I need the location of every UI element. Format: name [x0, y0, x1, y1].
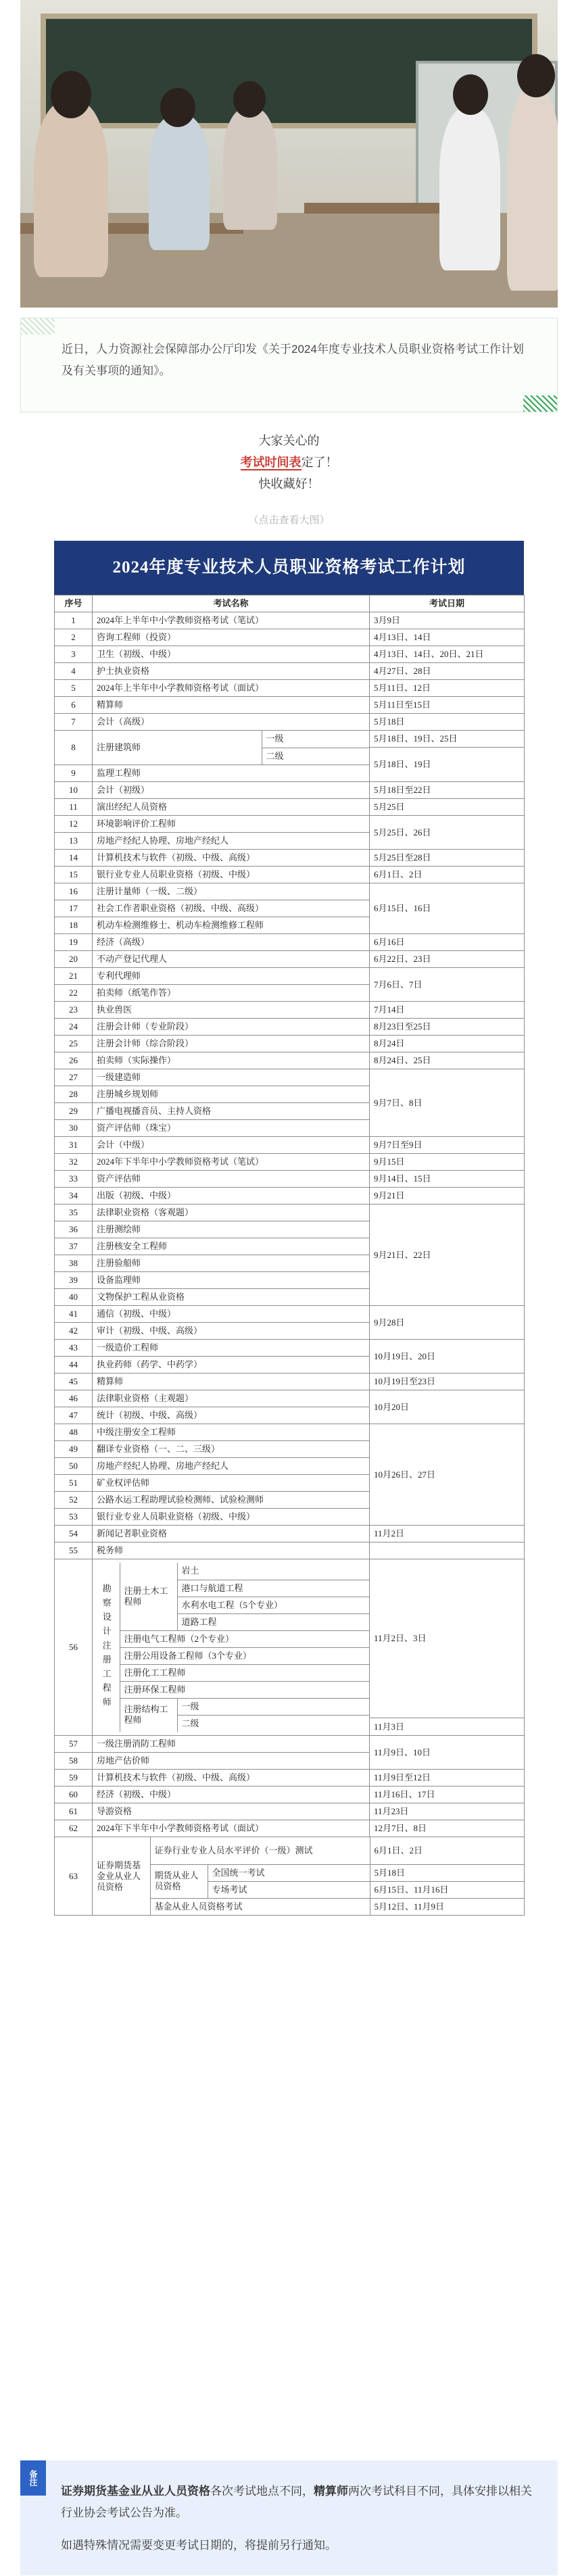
cell-no: 38 — [55, 1255, 93, 1272]
cell-no: 57 — [55, 1736, 93, 1753]
cell-name: 2024年下半年中小学教师资格考试（面试） — [93, 1820, 370, 1837]
cell-date: 6月1日、2日 — [370, 867, 525, 883]
cell-date: 4月13日、14日、20日、21日 — [370, 646, 525, 663]
cell-no: 9 — [55, 765, 93, 782]
remarks-span-1: 各次考试地点不同， — [210, 2485, 314, 2498]
cell-date: 7月14日 — [370, 1002, 525, 1019]
cell-no: 37 — [55, 1238, 93, 1255]
cell-no: 3 — [55, 646, 93, 663]
cell-name: 不动产登记代理人 — [93, 951, 370, 968]
remarks-span-2: 两次考试科目不同，具体安排以相关行业协会考试公告为准。 — [61, 2485, 532, 2519]
cell-name: 注册核安全工程师 — [93, 1238, 370, 1255]
table-row — [55, 1803, 525, 1820]
remarks-box — [20, 2460, 558, 2575]
cell-no: 50 — [55, 1458, 93, 1475]
cell-no: 23 — [55, 1002, 93, 1019]
cell-name: 2024年上半年中小学教师资格考试（面试） — [93, 680, 370, 697]
cell-no: 39 — [55, 1272, 93, 1289]
intro-box — [20, 318, 558, 412]
cell-name: 监理工程师 — [93, 765, 370, 782]
table-row — [55, 1424, 525, 1441]
cell-name-group — [93, 1559, 370, 1736]
cell-name: 房地产经纪人协理、房地产经纪人 — [93, 1458, 370, 1475]
cell-no: 43 — [55, 1340, 93, 1357]
table-row — [55, 1137, 525, 1154]
table-row — [55, 1171, 525, 1188]
cell-no: 36 — [55, 1221, 93, 1238]
cell-no: 13 — [55, 833, 93, 850]
cell-name: 演出经纪人员资格 — [93, 799, 370, 816]
cell-date: 5月12日、11月9日 — [374, 1901, 445, 1912]
cell-name: 拍卖师（纸笔作答） — [93, 985, 370, 1002]
cell-date: 8月24日、25日 — [370, 1052, 525, 1069]
cell-sub: 全国统一考试 — [208, 1864, 370, 1881]
cell-name: 法律职业资格（主观题） — [93, 1390, 370, 1407]
cell-name: 设备监理师 — [93, 1272, 370, 1289]
cell-no: 27 — [55, 1069, 93, 1086]
cell-no: 32 — [55, 1154, 93, 1171]
cell-name: 中级注册安全工程师 — [93, 1424, 370, 1441]
cell-name: 一级注册消防工程师 — [93, 1736, 370, 1753]
cell-date: 12月7日、8日 — [370, 1820, 525, 1837]
cell-no: 42 — [55, 1323, 93, 1340]
cell-date: 6月1日、2日 — [370, 1837, 524, 1864]
cell-date: 9月14日、15日 — [370, 1171, 525, 1188]
cell-no: 15 — [55, 867, 93, 883]
cell-date: 6月16日 — [370, 934, 525, 951]
cell-date: 4月27日、28日 — [370, 663, 525, 680]
corner-decoration — [523, 395, 557, 412]
student — [149, 115, 210, 250]
student — [34, 101, 108, 277]
cell-no: 41 — [55, 1306, 93, 1323]
cell-date: 6月15日、11月16日 — [370, 1881, 524, 1898]
cell-no: 34 — [55, 1188, 93, 1205]
table-row — [55, 731, 525, 748]
cell-name: 银行业专业人员职业资格（初级、中级） — [93, 1509, 370, 1526]
cell-name: 税务师 — [93, 1542, 370, 1559]
cell-no: 48 — [55, 1424, 93, 1441]
header-date: 考试日期 — [370, 596, 525, 612]
cell-name: 导游资格 — [93, 1803, 370, 1820]
cell-no: 61 — [55, 1803, 93, 1820]
cell-date: 11月9日至12日 — [370, 1770, 525, 1787]
cell-no: 33 — [55, 1171, 93, 1188]
table-row — [55, 1306, 525, 1323]
cell-name: 经济（高级） — [93, 934, 370, 951]
table-row — [55, 1205, 525, 1221]
cell-no: 28 — [55, 1086, 93, 1103]
table-row — [55, 1069, 525, 1086]
cell-date: 5月25日、26日 — [370, 816, 525, 850]
cell-name: 会计（高级） — [93, 714, 370, 731]
cell-no: 44 — [55, 1357, 93, 1374]
cell-sub: 专场考试 — [208, 1881, 370, 1898]
table-row — [55, 1820, 525, 1837]
cell-sub: 证券行业专业人员水平评价（一级）测试 — [150, 1837, 370, 1864]
cell-sub: 岩土 — [177, 1563, 369, 1580]
cell-name: 房地产经纪人协理、房地产经纪人 — [93, 833, 370, 850]
table-row — [55, 1019, 525, 1036]
cell-name: 计算机技术与软件（初级、中级、高级） — [93, 850, 370, 867]
cell-no: 12 — [55, 816, 93, 833]
cell-date: 11月16日、17日 — [370, 1787, 525, 1803]
cell-name: 一级建造师 — [93, 1069, 370, 1086]
cell-no: 35 — [55, 1205, 93, 1221]
cell-no: 56 — [55, 1559, 93, 1736]
cell-no: 8 — [55, 731, 93, 765]
table-row — [55, 1002, 525, 1019]
cell-no: 46 — [55, 1390, 93, 1407]
student-head — [51, 71, 91, 118]
cell-date: 10月26日、27日 — [370, 1424, 525, 1526]
table-row — [55, 612, 525, 629]
cell-no: 58 — [55, 1753, 93, 1770]
cell-no: 24 — [55, 1019, 93, 1036]
cell-name: 精算师 — [93, 1374, 370, 1390]
cell-no: 40 — [55, 1289, 93, 1306]
cell-name: 2024年上半年中小学教师资格考试（笔试） — [93, 612, 370, 629]
cell-name: 通信（初级、中级） — [93, 1306, 370, 1323]
cell-date: 5月11日至15日 — [370, 697, 525, 714]
schedule-table[interactable] — [54, 541, 524, 1916]
table-row — [55, 1770, 525, 1787]
cell-no: 19 — [55, 934, 93, 951]
schedule-highlight: 考试时间表 — [240, 456, 302, 469]
cell-no: 26 — [55, 1052, 93, 1069]
cell-name: 环境影响评价工程师 — [93, 816, 370, 833]
table-row — [55, 680, 525, 697]
cell-name: 注册会计师（综合阶段） — [93, 1036, 370, 1052]
cell-name: 注册测绘师 — [93, 1221, 370, 1238]
cell-name: 注册城乡规划师 — [93, 1086, 370, 1103]
cell-sub: 注册电气工程师（2个专业） — [120, 1630, 369, 1647]
cell-date: 8月24日 — [370, 1036, 525, 1052]
table-row — [55, 1154, 525, 1171]
student-head — [453, 74, 488, 115]
cell-no: 6 — [55, 697, 93, 714]
cell-sub: 一级 — [177, 1698, 369, 1715]
cell-name: 资产评估师 — [93, 1171, 370, 1188]
cell-no: 22 — [55, 985, 93, 1002]
cell-no: 53 — [55, 1509, 93, 1526]
cell-sub-1: 一级 — [262, 731, 369, 748]
cell-no: 31 — [55, 1137, 93, 1154]
cell-name: 广播电视播音员、主持人资格 — [93, 1103, 370, 1120]
table-row — [55, 816, 525, 833]
cell-name: 护士执业资格 — [93, 663, 370, 680]
cell-no: 18 — [55, 917, 93, 934]
cell-date: 10月19日、20日 — [370, 1340, 525, 1374]
table-row — [55, 697, 525, 714]
cell-name: 会计（中级） — [93, 1137, 370, 1154]
table-row — [55, 1052, 525, 1069]
cell-name: 公路水运工程助理试验检测师、试验检测师 — [93, 1492, 370, 1509]
student — [223, 108, 277, 230]
cell-date-last: 11月3日 — [370, 1718, 524, 1735]
cell-sub: 基金从业人员资格考试 — [150, 1898, 370, 1915]
table-row — [55, 1736, 525, 1753]
cell-date: 10月20日 — [370, 1390, 525, 1424]
cell-no: 11 — [55, 799, 93, 816]
intro-text: 近日，人力资源社会保障部办公厅印发《关于2024年度专业技术人员职业资格考试工作计划及有关事项的通知》。 — [62, 343, 524, 377]
cell-date: 9月21日 — [370, 1188, 525, 1205]
cell-no: 51 — [55, 1475, 93, 1492]
table-row — [55, 1374, 525, 1390]
student — [439, 108, 500, 270]
cell-date — [370, 1542, 525, 1559]
cell-date: 8月23日至25日 — [370, 1019, 525, 1036]
cell-date: 5月18日、19日、25日 — [370, 731, 525, 748]
cell-group-structural: 注册结构工程师 — [120, 1698, 177, 1732]
desk — [304, 203, 460, 214]
cell-date: 3月9日 — [370, 612, 525, 629]
cell-no: 54 — [55, 1526, 93, 1542]
cell-name: 银行业专业人员职业资格（初级、中级） — [93, 867, 370, 883]
cell-date: 9月28日 — [370, 1306, 525, 1340]
enlarge-hint: （点击查看大图） — [248, 514, 330, 526]
cell-name — [93, 731, 370, 765]
table-row — [55, 1542, 525, 1559]
cell-no: 25 — [55, 1036, 93, 1052]
table-row — [55, 951, 525, 968]
cell-name: 机动车检测维修士、机动车检测维修工程师 — [93, 917, 370, 934]
table-row — [55, 1340, 525, 1357]
cell-date: 9月21日、22日 — [370, 1205, 525, 1306]
remarks-bold-1: 证券期货基金业从业人员资格 — [61, 2485, 210, 2498]
cell-date: 9月7日至9日 — [370, 1137, 525, 1154]
cell-no: 14 — [55, 850, 93, 867]
student — [507, 88, 558, 291]
cell-name: 精算师 — [93, 697, 370, 714]
table-row — [55, 867, 525, 883]
cell-date: 5月18日、19日 — [370, 748, 525, 782]
cell-name: 翻译专业资格（一、二、三级） — [93, 1441, 370, 1458]
cell-name: 注册计量师（一级、二级） — [93, 883, 370, 900]
table-row — [55, 629, 525, 646]
cell-name: 会计（初级） — [93, 782, 370, 799]
cell-date-split — [370, 1559, 525, 1736]
corner-decoration — [21, 318, 55, 335]
remarks-text-2: 如遇特殊情况需要变更考试日期的，将提前另行通知。 — [61, 2539, 337, 2552]
cell-name: 审计（初级、中级、高级） — [93, 1323, 370, 1340]
cell-no: 4 — [55, 663, 93, 680]
cell-date: 5月25日 — [370, 799, 525, 816]
cell-date: 11月9日、10日 — [370, 1736, 525, 1770]
header-no: 序号 — [55, 596, 93, 612]
cell-sub: 二级 — [181, 1718, 199, 1728]
table-row — [55, 934, 525, 951]
cell-date: 7月6日、7日 — [370, 968, 525, 1002]
cell-name: 卫生（初级、中级） — [93, 646, 370, 663]
cell-no: 59 — [55, 1770, 93, 1787]
cell-no: 21 — [55, 968, 93, 985]
student-head — [233, 81, 266, 118]
cell-no: 5 — [55, 680, 93, 697]
cell-name: 咨询工程师（投资） — [93, 629, 370, 646]
cell-no: 62 — [55, 1820, 93, 1837]
cell-name: 2024年下半年中小学教师资格考试（笔试） — [93, 1154, 370, 1171]
cell-date: 5月11日、12日 — [370, 680, 525, 697]
cell-name: 经济（初级、中级） — [93, 1787, 370, 1803]
table-row — [55, 1559, 525, 1736]
cell-no: 7 — [55, 714, 93, 731]
cell-date: 9月7日、8日 — [370, 1069, 525, 1137]
remarks-bold-2: 精算师 — [314, 2485, 348, 2498]
table-row — [55, 799, 525, 816]
cell-date: 4月13日、14日 — [370, 629, 525, 646]
remarks-text-1 — [61, 2481, 537, 2524]
cell-sub: 注册环保工程师 — [120, 1681, 369, 1698]
cell-name: 社会工作者职业资格（初级、中级、高级） — [93, 900, 370, 917]
table-row — [55, 714, 525, 731]
cell-date: 6月22日、23日 — [370, 951, 525, 968]
cell-name: 执业兽医 — [93, 1002, 370, 1019]
cell-name: 房地产估价师 — [93, 1753, 370, 1770]
care-line-1: 大家关心的 — [258, 434, 320, 447]
cell-no: 52 — [55, 1492, 93, 1509]
care-line-2-rest: 定了！ — [301, 456, 338, 469]
table-row — [55, 782, 525, 799]
cell-name: 注册验船师 — [93, 1255, 370, 1272]
header-name: 考试名称 — [93, 596, 370, 612]
cell-name: 出版（初级、中级） — [93, 1188, 370, 1205]
cell-name: 新闻记者职业资格 — [93, 1526, 370, 1542]
cell-name: 统计（初级、中级、高级） — [93, 1407, 370, 1424]
cell-no: 2 — [55, 629, 93, 646]
table-row — [55, 850, 525, 867]
cell-no: 30 — [55, 1120, 93, 1137]
cell-date: 5月18日至22日 — [370, 782, 525, 799]
table-row — [55, 1390, 525, 1407]
remarks-tag: 备注 — [20, 2460, 46, 2496]
cell-name: 执业药师（药学、中药学） — [93, 1357, 370, 1374]
cell-name: 法律职业资格（客观题） — [93, 1205, 370, 1221]
cell-name: 专利代理师 — [93, 968, 370, 985]
table-row — [55, 968, 525, 985]
cell-date: 11月2日 — [370, 1526, 525, 1542]
cell-group-securities: 证券期货基金业从业人员资格 — [93, 1837, 150, 1915]
cell-date: 6月15日、16日 — [370, 883, 525, 934]
cell-date: 5月25日至28日 — [370, 850, 525, 867]
cell-name: 文物保护工程从业资格 — [93, 1289, 370, 1306]
hero-image — [20, 0, 558, 308]
cell-no: 49 — [55, 1441, 93, 1458]
table-row — [55, 1036, 525, 1052]
table-row — [55, 1837, 525, 1916]
cell-sub-2: 二级 — [266, 750, 284, 761]
cell-no: 10 — [55, 782, 93, 799]
table-title: 2024年度专业技术人员职业资格考试工作计划 — [54, 541, 524, 595]
table-row — [55, 883, 525, 900]
cell-no: 63 — [55, 1837, 93, 1916]
cell-sub: 注册化工工程师 — [120, 1664, 369, 1681]
cell-no: 47 — [55, 1407, 93, 1424]
cell-name: 注册会计师（专业阶段） — [93, 1019, 370, 1036]
table-row — [55, 1188, 525, 1205]
cell-sub: 港口与航道工程 — [177, 1580, 369, 1597]
schedule-grid — [54, 595, 525, 1916]
cell-date: 5月18日 — [370, 1864, 524, 1881]
care-line-2 — [0, 453, 578, 470]
cell-no: 60 — [55, 1787, 93, 1803]
table-row — [55, 1787, 525, 1803]
cell-name: 计算机技术与软件（初级、中级、高级） — [93, 1770, 370, 1787]
cell-date: 5月18日 — [370, 714, 525, 731]
cell-name: 矿业权评估师 — [93, 1475, 370, 1492]
cell-no: 16 — [55, 883, 93, 900]
cell-date: 10月19日至23日 — [370, 1374, 525, 1390]
table-row — [55, 1526, 525, 1542]
cell-no: 17 — [55, 900, 93, 917]
table-row — [55, 646, 525, 663]
cell-date: 9月15日 — [370, 1154, 525, 1171]
cell-name: 资产评估师（珠宝） — [93, 1120, 370, 1137]
cell-group-futures: 期货从业人员资格 — [150, 1864, 208, 1898]
cell-name: 拍卖师（实际操作） — [93, 1052, 370, 1069]
cell-no: 45 — [55, 1374, 93, 1390]
cell-name-group — [93, 1837, 525, 1916]
care-line-3: 快收藏好！ — [258, 477, 320, 491]
table-row — [55, 663, 525, 680]
cell-vertical-label: 勘察设计注册工程师 — [93, 1563, 120, 1732]
cell-date-main: 11月2日、3日 — [374, 1633, 427, 1643]
student-head — [160, 88, 195, 127]
cell-sub: 注册公用设备工程师（3个专业） — [120, 1647, 369, 1664]
cell-name: 一级造价工程师 — [93, 1340, 370, 1357]
cell-name-main: 注册建筑师 — [93, 731, 262, 764]
table-body — [55, 612, 525, 1916]
student-head — [517, 54, 555, 97]
cell-no: 55 — [55, 1542, 93, 1559]
cell-sub: 道路工程 — [177, 1613, 369, 1630]
cell-no: 29 — [55, 1103, 93, 1120]
cell-sub: 水利水电工程（5个专业） — [177, 1597, 369, 1613]
cell-no: 1 — [55, 612, 93, 629]
cell-date: 11月23日 — [370, 1803, 525, 1820]
cell-group-civil: 注册土木工程师 — [120, 1563, 177, 1630]
cell-no: 20 — [55, 951, 93, 968]
